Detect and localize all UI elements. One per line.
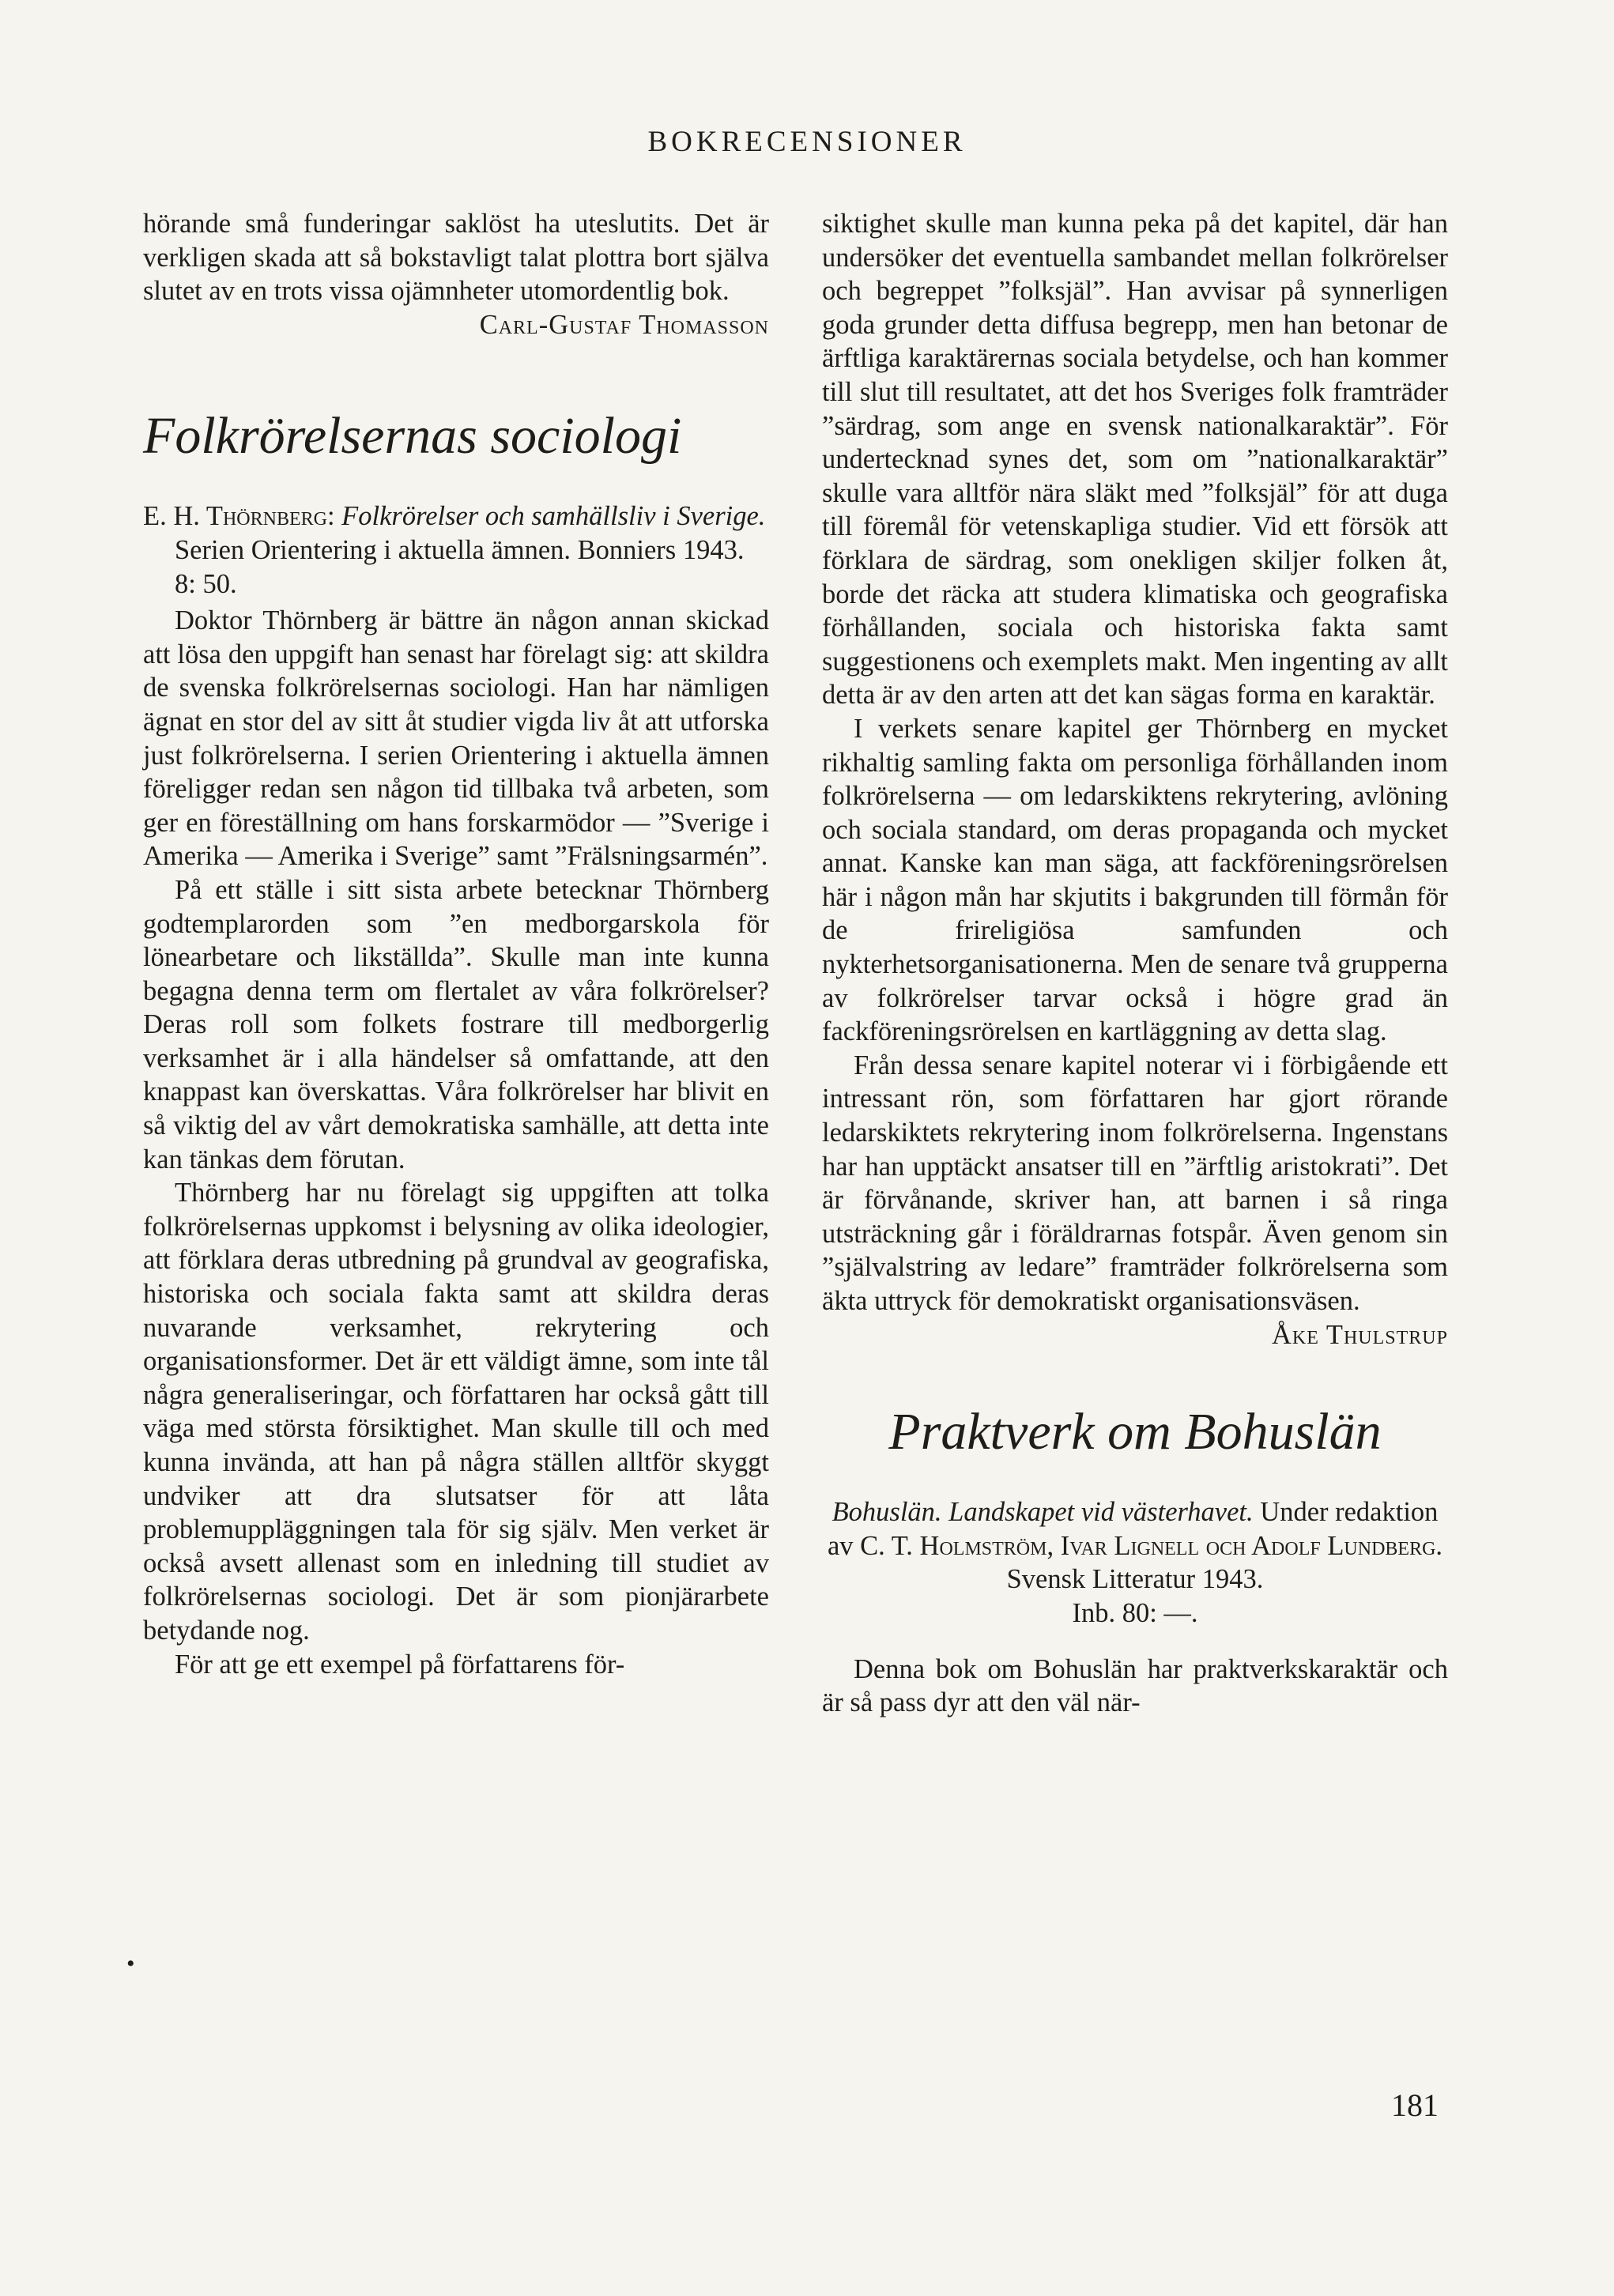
margin-bullet-mark: • bbox=[126, 1951, 135, 1977]
body-paragraph: På ett ställe i sitt sista arbete betecknar Thörnberg godtemplarorden som ”en medborgarskola för lönearbetare och likställda”. Skulle man inte kunna begagna denna term om flertalet av våra folkrörelser? Deras roll som folkets fostrare till medborgerlig verksamhet är i alla händelser så omfattande, att den knappast kan överskattas. Våra folkrörelser har blivit en så viktig del av vårt demokratiska samhälle, att detta inte kan tänkas dem förutan. bbox=[143, 874, 769, 1174]
biblio-editors: C. T. Holmström, Ivar Lignell och Adolf Lundberg. bbox=[860, 1530, 1443, 1561]
biblio-publisher: Svensk Litteratur 1943. bbox=[1006, 1564, 1264, 1595]
biblio-details: Serien Orientering i aktuella ämnen. Bonniers 1943. 8: 50. bbox=[175, 534, 745, 599]
left-column bbox=[143, 207, 769, 1681]
review-signature-thulstrup: Åke Thulstrup bbox=[1271, 1319, 1448, 1350]
bibliographic-entry bbox=[143, 500, 769, 601]
biblio-title: Folkrörelser och samhällsliv i Sverige. bbox=[341, 501, 766, 532]
biblio-author: E. H. Thörnberg: bbox=[143, 501, 335, 532]
body-paragraph: För att ge ett exempel på författarens för- bbox=[175, 1649, 625, 1680]
body-paragraph: Från dessa senare kapitel noterar vi i förbigående ett intressant rön, som författaren har gjort rörande ledarskiktets rekrytering inom folkrörelserna. Ingenstans har han upptäckt ansatser till en ”ärftlig aristokrati”. Det är förvånande, skriver han, att barnen i så ringa utsträckning går i föräldrarnas fotspår. Även genom sin ”självalstring av ledare” framträder folkrörelserna som äkta uttryck för demokratiskt organisationsväsen. bbox=[822, 1050, 1448, 1316]
body-paragraph: I verkets senare kapitel ger Thörnberg en mycket rikhaltig samling fakta om personliga förhållanden inom folkrörelserna — om ledarskiktens rekrytering, avlöning och sociala standard, om deras propaganda och mycket annat. Kanske kan man säga, att fackföreningsrörelsen här i någon mån har skjutits i bakgrunden till förmån för de frireligiösa samfunden och nykterhetsorganisationerna. Men de senare två grupperna av folkrörelser tarvar också i högre grad än fackföreningsrörelsen en kartläggning av detta slag. bbox=[822, 713, 1448, 1047]
body-paragraph: Doktor Thörnberg är bättre än någon annan skickad att lösa den uppgift han senast har förelagt sig: att skildra de svenska folkrörelsernas sociologi. Han har nämligen ägnat en stor del av sitt åt studier vigda liv åt att utforska just folkrörelserna. I serien Orientering i aktuella ämnen föreligger redan sen någon tid tillbaka två arbeten, som ger en föreställning om hans forskarmödor — ”Sverige i Amerika — Amerika i Sverige” samt ”Frälsningsarmén”. bbox=[143, 605, 769, 872]
continuation-paragraph: hörande små funderingar saklöst ha uteslutits. Det är verkligen skada att så bokstavligt talat plottra bort själva slutet av en trots vissa ojämnheter utomordentlig bok. bbox=[143, 209, 769, 307]
biblio-price: Inb. 80: —. bbox=[1072, 1597, 1198, 1628]
body-paragraph: Denna bok om Bohuslän har praktverkskaraktär och är så pass dyr att den väl när- bbox=[822, 1653, 1448, 1718]
review-title-praktverk-om-bohuslan: Praktverk om Bohuslän bbox=[888, 1403, 1382, 1461]
body-paragraph: siktighet skulle man kunna peka på det kapitel, där han undersöker det eventuella sambandet mellan folkrörelser och begreppet ”folksjäl”. Han avvisar på synnerligen goda grunder detta diffusa begrepp, men han betonar de ärftliga karaktärernas sociala betydelse, och han kommer till slut till resultatet, att det hos Sveriges folk framträder ”särdrag, som ange en svensk nationalkaraktär”. För undertecknad synes det, som om ”nationalkaraktär” skulle vara alltför nära släkt med ”folksjäl” för att duga till föremål för vetenskapliga studier. Vid ett försök att förklara de särdrag, som onekligen skiljer folken åt, borde det räcka att studera klimatiska och geografiska förhållanden, sociala och historiska fakta samt suggestionens och exemplets makt. Men ingenting av allt detta är av den arten att det kan sägas forma en karaktär. bbox=[822, 209, 1448, 711]
review-title-folkrorelsernas-sociologi: Folkrörelsernas sociologi bbox=[143, 407, 682, 466]
bibliographic-entry bbox=[822, 1495, 1448, 1563]
page-number: 181 bbox=[1391, 2087, 1439, 2123]
running-head: BOKRECENSIONER bbox=[647, 126, 967, 158]
review-signature-thomasson: Carl-Gustaf Thomasson bbox=[479, 309, 769, 340]
right-column bbox=[822, 207, 1448, 1720]
biblio-editor-intro: Under redaktion av bbox=[827, 1497, 1439, 1561]
biblio-title: Bohuslän. Landskapet vid västerhavet. bbox=[832, 1497, 1254, 1528]
body-paragraph: Thörnberg har nu förelagt sig uppgiften att tolka folkrörelsernas uppkomst i belysning av olika ideologier, att förklara deras utbredning på grundval av geografiska, historiska och sociala fakta samt att skildra deras nuvarande verksamhet, rekrytering och organisationsformer. Det är ett väldigt ämne, som inte tål några generaliseringar, och författaren har också gått till väga med största försiktighet. Man skulle till och med kunna invända, att han på några ställen alltför skyggt undviker att dra slutsatser för att låta problemuppläggningen tala för sig själv. Men verket är också avsett allenast som en inledning till studiet av folkrörelsernas sociologi. Det är som pionjärarbete betydande nog. bbox=[143, 1178, 769, 1646]
